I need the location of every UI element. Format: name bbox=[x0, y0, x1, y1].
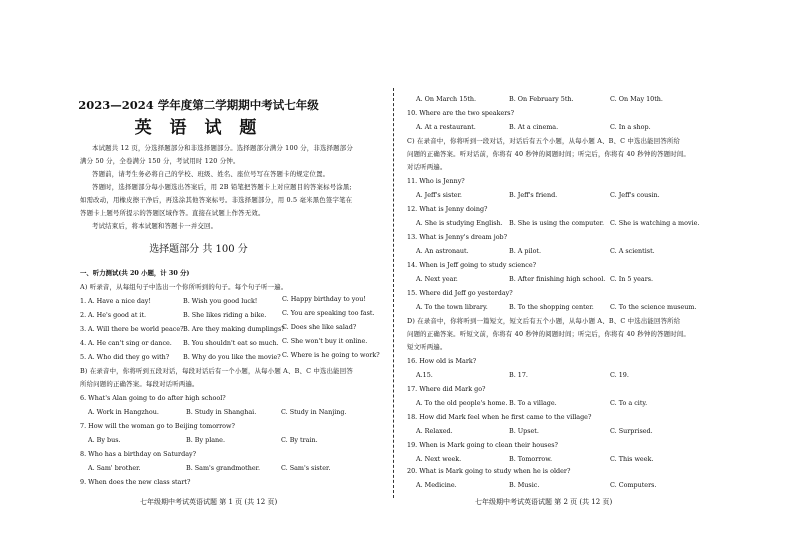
instruction-line: 答题前，请考生务必将自己的学校、班级、姓名、座位号写在答题卡的规定位置。 bbox=[92, 170, 330, 178]
option-b: B. At a cinema. bbox=[509, 123, 559, 131]
option-b: B. Study in Shanghai. bbox=[186, 408, 257, 416]
option-a: A. On March 15th. bbox=[416, 95, 477, 103]
option-c: C. You are speaking too fast. bbox=[282, 309, 375, 317]
instruction-line: 答题卡上题号所提示的答题区域作答。直接在试题上作答无效。 bbox=[80, 209, 265, 217]
option-c: C. Does she like salad? bbox=[282, 323, 357, 331]
option-c: C. Sam's sister. bbox=[281, 464, 331, 472]
option-b: B. Why do you like the movie? bbox=[183, 353, 281, 361]
exam-page-2 bbox=[397, 0, 794, 560]
option-c: C. Jeff's cousin. bbox=[610, 191, 660, 199]
part-b-instruction: 所给问题的正确答案。每段对话听两遍。 bbox=[80, 380, 199, 388]
subject-title: 英 语 试 题 bbox=[134, 118, 263, 138]
part-one-heading: 一、听力测试(共 20 小题，计 30 分) bbox=[80, 269, 190, 277]
option-b: B. After finishing high school. bbox=[509, 275, 606, 283]
question-text: 17. Where did Mark go? bbox=[407, 385, 486, 393]
option-b: B. A pilot. bbox=[509, 247, 542, 255]
option-a: A. Next year. bbox=[416, 275, 458, 283]
instruction-line: 答题时，选择题部分每小题选出答案后，用 2B 铅笔把答题卡上对应题目的答案标号涂黑; bbox=[92, 183, 352, 191]
option-c: C. Computers. bbox=[610, 481, 657, 489]
option-b: B. On February 5th. bbox=[509, 95, 574, 103]
part-d-instruction: 短文听两遍。 bbox=[407, 343, 447, 351]
option-c: C. By train. bbox=[281, 436, 318, 444]
option-c: C. In 5 years. bbox=[610, 275, 654, 283]
option-a: A. Will there be world peace? bbox=[88, 325, 184, 333]
question-number: 4. bbox=[80, 339, 87, 347]
option-b: B. 17. bbox=[509, 371, 528, 379]
option-a: A. By bus. bbox=[88, 436, 121, 444]
option-c: C. Happy birthday to you! bbox=[282, 295, 366, 303]
question-text: 20. What is Mark going to study when he is older? bbox=[407, 467, 571, 475]
option-c: C. A scientist. bbox=[610, 247, 655, 255]
option-c: C. On May 10th. bbox=[610, 95, 663, 103]
part-c-instruction: 对话听两遍。 bbox=[407, 163, 447, 171]
option-b: B. You shouldn't eat so much. bbox=[183, 339, 279, 347]
option-a: A. He's good at it. bbox=[88, 311, 147, 319]
option-c: C. This week. bbox=[610, 455, 654, 463]
question-text: 10. Where are the two speakers? bbox=[407, 109, 514, 117]
question-number: 5. bbox=[80, 353, 87, 361]
option-a: A. At a restaurant. bbox=[416, 123, 476, 131]
option-a: A. Sam' brother. bbox=[88, 464, 141, 472]
question-text: 19. When is Mark going to clean their houses? bbox=[407, 441, 558, 449]
instruction-line: 考试结束后，将本试题和答题卡一并交回。 bbox=[92, 222, 218, 230]
page-divider bbox=[393, 88, 394, 498]
option-a: A. Jeff's sister. bbox=[416, 191, 462, 199]
section-title: 选择题部分 共 100 分 bbox=[149, 244, 248, 255]
option-b: B. She likes riding a bike. bbox=[183, 311, 267, 319]
option-a: A. An astronaut. bbox=[416, 247, 469, 255]
question-text: 18. How did Mark feel when he first came to the village? bbox=[407, 413, 592, 421]
question-text: 15. Where did Jeff go yesterday? bbox=[407, 289, 513, 297]
question-text: 6. What's Alan going to do after high school? bbox=[80, 394, 226, 402]
option-a: A. Work in Hangzhou. bbox=[88, 408, 159, 416]
instruction-line: 本试题共 12 页，分选择题部分和非选择题部分。选择题部分满分 100 分，非选择题部分 bbox=[92, 144, 353, 152]
instruction-line: 满分 50 分，全卷满分 150 分，考试用时 120 分钟。 bbox=[80, 157, 240, 165]
option-b: B. She is using the computer. bbox=[509, 219, 605, 227]
option-a: A. Who did they go with? bbox=[88, 353, 170, 361]
option-b: B. Sam's grandmother. bbox=[186, 464, 260, 472]
option-c: C. She won't buy it online. bbox=[282, 337, 368, 345]
question-number: 1. bbox=[80, 297, 87, 305]
option-b: B. To the shopping center. bbox=[509, 303, 594, 311]
question-9-text: 9. When does the new class start? bbox=[80, 478, 191, 486]
option-b: B. Wish you good luck! bbox=[183, 297, 258, 305]
option-a: A. Next week. bbox=[416, 455, 462, 463]
option-b: B. Music. bbox=[509, 481, 540, 489]
question-text: 7. How will the woman go to Beijing tomorrow? bbox=[80, 422, 235, 430]
option-c: C. She is watching a movie. bbox=[610, 219, 700, 227]
page-footer: 七年级期中考试英语试题 第 1 页 (共 12 页) bbox=[140, 498, 278, 506]
option-a: A. Have a nice day! bbox=[88, 297, 151, 305]
option-a: A. She is studying English. bbox=[416, 219, 503, 227]
option-a: A.15. bbox=[416, 371, 433, 379]
option-b: B. By plane. bbox=[186, 436, 225, 444]
part-c-instruction: C) 在录音中，你将听到一段对话，对话后有五个小题，从每小题 A、B、C 中选出能回答所给 bbox=[407, 137, 681, 145]
part-d-instruction: 问题的正确答案。听短文前，你将有 40 秒钟的阅题时间；听完后，你将有 40 秒钟的答题时间。 bbox=[407, 330, 691, 338]
option-c: C. To the science museum. bbox=[610, 303, 697, 311]
instruction-line: 如需改动，用橡皮擦干净后，再选涂其他答案标号。非选择题部分，用 0.5 毫米黑色签字笔在 bbox=[80, 196, 353, 204]
option-b: B. Upset. bbox=[509, 427, 539, 435]
option-b: B. To a village. bbox=[509, 399, 557, 407]
option-a: A. He can't sing or dance. bbox=[88, 339, 172, 347]
option-b: B. Are they making dumplings? bbox=[183, 325, 285, 333]
question-number: 3. bbox=[80, 325, 87, 333]
question-number: 2. bbox=[80, 311, 87, 319]
option-a: A. To the town library. bbox=[416, 303, 488, 311]
part-d-instruction: D) 在录音中，你将听到一篇短文，短文后有五个小题，从每小题 A、B、C 中选出能回答所给 bbox=[407, 317, 681, 325]
question-text: 13. What is Jenny's dream job? bbox=[407, 233, 508, 241]
option-a: A. Medicine. bbox=[416, 481, 457, 489]
part-a-instruction: A) 听录音，从每组句子中选出一个你所听到的句子。每个句子听一遍。 bbox=[80, 283, 288, 291]
question-text: 12. What is Jenny doing? bbox=[407, 205, 488, 213]
option-c: C. To a city. bbox=[610, 399, 648, 407]
option-c: C. In a shop. bbox=[610, 123, 651, 131]
question-text: 11. Who is Jenny? bbox=[407, 177, 465, 185]
part-b-instruction: B) 在录音中，你将听到五段对话，每段对话后有一个小题，从每小题 A、B、C 中选出能回答 bbox=[80, 367, 353, 375]
exam-title: 2023—2024 学年度第二学期期中考试七年级 bbox=[78, 98, 319, 112]
question-text: 8. Who has a birthday on Saturday? bbox=[80, 450, 197, 458]
option-a: A. To the old people's home. bbox=[416, 399, 508, 407]
option-c: C. 19. bbox=[610, 371, 629, 379]
option-c: C. Study in Nanjing. bbox=[281, 408, 347, 416]
page-footer: 七年级期中考试英语试题 第 2 页 (共 12 页) bbox=[475, 498, 613, 506]
option-a: A. Relaxed. bbox=[416, 427, 453, 435]
option-b: B. Tomorrow. bbox=[509, 455, 552, 463]
question-text: 14. When is Jeff going to study science? bbox=[407, 261, 537, 269]
option-c: C. Surprised. bbox=[610, 427, 653, 435]
part-c-instruction: 问题的正确答案。听对话前，你将有 40 秒钟的阅题时间；听完后，你将有 40 秒钟的答题时间。 bbox=[407, 150, 691, 158]
option-b: B. Jeff's friend. bbox=[509, 191, 558, 199]
option-c: C. Where is he going to work? bbox=[282, 351, 380, 359]
question-text: 16. How old is Mark? bbox=[407, 357, 477, 365]
